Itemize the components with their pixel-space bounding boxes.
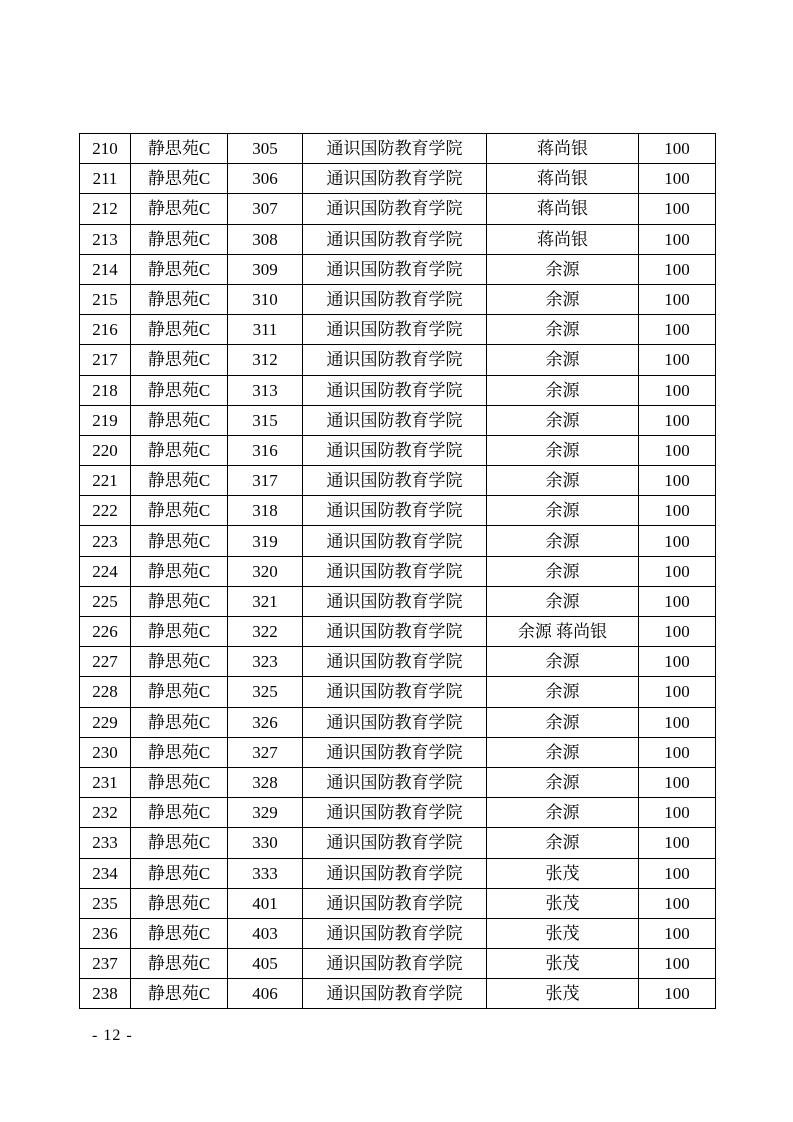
- table-row: [80, 134, 716, 164]
- room-number-cell: 316: [228, 435, 303, 465]
- building-cell: 静思苑C: [131, 586, 228, 616]
- row-index-cell: 216: [80, 315, 131, 345]
- counselor-cell: 余源: [487, 586, 639, 616]
- row-index-cell: 210: [80, 134, 131, 164]
- room-number-cell: 312: [228, 345, 303, 375]
- score-cell: 100: [639, 828, 716, 858]
- room-number-cell: 307: [228, 194, 303, 224]
- row-index-cell: 233: [80, 828, 131, 858]
- table-row: [80, 556, 716, 586]
- score-cell: 100: [639, 556, 716, 586]
- score-cell: 100: [639, 737, 716, 767]
- row-index-cell: 223: [80, 526, 131, 556]
- table-row: [80, 707, 716, 737]
- table-row: [80, 526, 716, 556]
- counselor-cell: 张茂: [487, 918, 639, 948]
- row-index-cell: 221: [80, 466, 131, 496]
- building-cell: 静思苑C: [131, 315, 228, 345]
- counselor-cell: 余源: [487, 254, 639, 284]
- row-index-cell: 230: [80, 737, 131, 767]
- room-number-cell: 333: [228, 858, 303, 888]
- college-cell: 通识国防教育学院: [303, 375, 487, 405]
- counselor-cell: 余源: [487, 345, 639, 375]
- score-cell: 100: [639, 224, 716, 254]
- room-number-cell: 317: [228, 466, 303, 496]
- building-cell: 静思苑C: [131, 918, 228, 948]
- row-index-cell: 231: [80, 767, 131, 797]
- table-row: [80, 405, 716, 435]
- counselor-cell: 余源: [487, 315, 639, 345]
- college-cell: 通识国防教育学院: [303, 918, 487, 948]
- row-index-cell: 219: [80, 405, 131, 435]
- score-cell: 100: [639, 647, 716, 677]
- building-cell: 静思苑C: [131, 979, 228, 1009]
- building-cell: 静思苑C: [131, 345, 228, 375]
- room-number-cell: 323: [228, 647, 303, 677]
- counselor-cell: 余源: [487, 737, 639, 767]
- score-cell: 100: [639, 435, 716, 465]
- table-row: [80, 647, 716, 677]
- building-cell: 静思苑C: [131, 284, 228, 314]
- row-index-cell: 222: [80, 496, 131, 526]
- score-cell: 100: [639, 586, 716, 616]
- table-row: [80, 858, 716, 888]
- counselor-cell: 余源: [487, 647, 639, 677]
- score-cell: 100: [639, 194, 716, 224]
- college-cell: 通识国防教育学院: [303, 979, 487, 1009]
- table-row: [80, 224, 716, 254]
- row-index-cell: 234: [80, 858, 131, 888]
- room-number-cell: 319: [228, 526, 303, 556]
- table-row: [80, 828, 716, 858]
- building-cell: 静思苑C: [131, 526, 228, 556]
- score-cell: 100: [639, 858, 716, 888]
- building-cell: 静思苑C: [131, 224, 228, 254]
- room-number-cell: 305: [228, 134, 303, 164]
- college-cell: 通识国防教育学院: [303, 194, 487, 224]
- row-index-cell: 215: [80, 284, 131, 314]
- college-cell: 通识国防教育学院: [303, 134, 487, 164]
- page-number: - 12 -: [92, 1027, 133, 1044]
- counselor-cell: 蒋尚银: [487, 194, 639, 224]
- table-row: [80, 164, 716, 194]
- college-cell: 通识国防教育学院: [303, 949, 487, 979]
- college-cell: 通识国防教育学院: [303, 586, 487, 616]
- building-cell: 静思苑C: [131, 858, 228, 888]
- score-cell: 100: [639, 375, 716, 405]
- table-row: [80, 949, 716, 979]
- table-row: [80, 888, 716, 918]
- score-cell: 100: [639, 677, 716, 707]
- college-cell: 通识国防教育学院: [303, 707, 487, 737]
- room-number-cell: 313: [228, 375, 303, 405]
- row-index-cell: 225: [80, 586, 131, 616]
- college-cell: 通识国防教育学院: [303, 737, 487, 767]
- building-cell: 静思苑C: [131, 617, 228, 647]
- college-cell: 通识国防教育学院: [303, 526, 487, 556]
- room-number-cell: 311: [228, 315, 303, 345]
- score-cell: 100: [639, 164, 716, 194]
- score-cell: 100: [639, 284, 716, 314]
- college-cell: 通识国防教育学院: [303, 767, 487, 797]
- row-index-cell: 228: [80, 677, 131, 707]
- room-number-cell: 406: [228, 979, 303, 1009]
- table-row: [80, 194, 716, 224]
- room-number-cell: 309: [228, 254, 303, 284]
- room-number-cell: 308: [228, 224, 303, 254]
- table-row: [80, 315, 716, 345]
- counselor-cell: 余源: [487, 677, 639, 707]
- row-index-cell: 213: [80, 224, 131, 254]
- counselor-cell: 张茂: [487, 979, 639, 1009]
- counselor-cell: 余源: [487, 496, 639, 526]
- row-index-cell: 236: [80, 918, 131, 948]
- row-index-cell: 224: [80, 556, 131, 586]
- counselor-cell: 蒋尚银: [487, 164, 639, 194]
- row-index-cell: 226: [80, 617, 131, 647]
- counselor-cell: 余源: [487, 828, 639, 858]
- college-cell: 通识国防教育学院: [303, 647, 487, 677]
- score-cell: 100: [639, 134, 716, 164]
- table-row: [80, 284, 716, 314]
- building-cell: 静思苑C: [131, 254, 228, 284]
- row-index-cell: 218: [80, 375, 131, 405]
- room-number-cell: 401: [228, 888, 303, 918]
- college-cell: 通识国防教育学院: [303, 677, 487, 707]
- table-row: [80, 586, 716, 616]
- score-cell: 100: [639, 918, 716, 948]
- table-row: [80, 466, 716, 496]
- room-number-cell: 330: [228, 828, 303, 858]
- college-cell: 通识国防教育学院: [303, 466, 487, 496]
- room-number-cell: 329: [228, 798, 303, 828]
- building-cell: 静思苑C: [131, 466, 228, 496]
- college-cell: 通识国防教育学院: [303, 315, 487, 345]
- building-cell: 静思苑C: [131, 949, 228, 979]
- table-row: [80, 345, 716, 375]
- building-cell: 静思苑C: [131, 134, 228, 164]
- college-cell: 通识国防教育学院: [303, 254, 487, 284]
- counselor-cell: 张茂: [487, 858, 639, 888]
- table-row: [80, 737, 716, 767]
- room-number-cell: 318: [228, 496, 303, 526]
- college-cell: 通识国防教育学院: [303, 345, 487, 375]
- room-number-cell: 310: [228, 284, 303, 314]
- table-row: [80, 435, 716, 465]
- building-cell: 静思苑C: [131, 164, 228, 194]
- table-row: [80, 617, 716, 647]
- building-cell: 静思苑C: [131, 556, 228, 586]
- room-number-cell: 320: [228, 556, 303, 586]
- counselor-cell: 余源: [487, 405, 639, 435]
- building-cell: 静思苑C: [131, 828, 228, 858]
- table-body: [80, 134, 716, 1009]
- row-index-cell: 214: [80, 254, 131, 284]
- table-row: [80, 918, 716, 948]
- counselor-cell: 余源: [487, 375, 639, 405]
- room-number-cell: 315: [228, 405, 303, 435]
- score-cell: 100: [639, 345, 716, 375]
- score-cell: 100: [639, 315, 716, 345]
- room-number-cell: 326: [228, 707, 303, 737]
- dormitory-score-table: [79, 133, 716, 1009]
- row-index-cell: 217: [80, 345, 131, 375]
- counselor-cell: 余源: [487, 798, 639, 828]
- score-cell: 100: [639, 405, 716, 435]
- building-cell: 静思苑C: [131, 798, 228, 828]
- row-index-cell: 237: [80, 949, 131, 979]
- room-number-cell: 328: [228, 767, 303, 797]
- building-cell: 静思苑C: [131, 707, 228, 737]
- room-number-cell: 306: [228, 164, 303, 194]
- college-cell: 通识国防教育学院: [303, 617, 487, 647]
- counselor-cell: 张茂: [487, 949, 639, 979]
- room-number-cell: 327: [228, 737, 303, 767]
- counselor-cell: 余源: [487, 707, 639, 737]
- college-cell: 通识国防教育学院: [303, 828, 487, 858]
- college-cell: 通识国防教育学院: [303, 224, 487, 254]
- college-cell: 通识国防教育学院: [303, 798, 487, 828]
- counselor-cell: 余源: [487, 767, 639, 797]
- building-cell: 静思苑C: [131, 767, 228, 797]
- building-cell: 静思苑C: [131, 737, 228, 767]
- row-index-cell: 238: [80, 979, 131, 1009]
- counselor-cell: 余源: [487, 435, 639, 465]
- college-cell: 通识国防教育学院: [303, 284, 487, 314]
- score-cell: 100: [639, 254, 716, 284]
- score-cell: 100: [639, 707, 716, 737]
- college-cell: 通识国防教育学院: [303, 405, 487, 435]
- table-row: [80, 254, 716, 284]
- college-cell: 通识国防教育学院: [303, 556, 487, 586]
- score-cell: 100: [639, 466, 716, 496]
- score-cell: 100: [639, 526, 716, 556]
- counselor-cell: 张茂: [487, 888, 639, 918]
- counselor-cell: 蒋尚银: [487, 224, 639, 254]
- building-cell: 静思苑C: [131, 435, 228, 465]
- building-cell: 静思苑C: [131, 405, 228, 435]
- room-number-cell: 321: [228, 586, 303, 616]
- college-cell: 通识国防教育学院: [303, 496, 487, 526]
- table-row: [80, 375, 716, 405]
- counselor-cell: 余源: [487, 526, 639, 556]
- score-cell: 100: [639, 979, 716, 1009]
- counselor-cell: 蒋尚银: [487, 134, 639, 164]
- counselor-cell: 余源: [487, 556, 639, 586]
- building-cell: 静思苑C: [131, 194, 228, 224]
- room-number-cell: 325: [228, 677, 303, 707]
- college-cell: 通识国防教育学院: [303, 435, 487, 465]
- college-cell: 通识国防教育学院: [303, 164, 487, 194]
- building-cell: 静思苑C: [131, 375, 228, 405]
- score-cell: 100: [639, 767, 716, 797]
- score-cell: 100: [639, 888, 716, 918]
- score-cell: 100: [639, 949, 716, 979]
- table-row: [80, 496, 716, 526]
- table-row: [80, 677, 716, 707]
- building-cell: 静思苑C: [131, 677, 228, 707]
- counselor-cell: 余源: [487, 284, 639, 314]
- room-number-cell: 403: [228, 918, 303, 948]
- building-cell: 静思苑C: [131, 647, 228, 677]
- building-cell: 静思苑C: [131, 496, 228, 526]
- score-cell: 100: [639, 617, 716, 647]
- building-cell: 静思苑C: [131, 888, 228, 918]
- counselor-cell: 余源: [487, 466, 639, 496]
- college-cell: 通识国防教育学院: [303, 888, 487, 918]
- score-cell: 100: [639, 496, 716, 526]
- table-row: [80, 979, 716, 1009]
- row-index-cell: 235: [80, 888, 131, 918]
- row-index-cell: 220: [80, 435, 131, 465]
- room-number-cell: 322: [228, 617, 303, 647]
- row-index-cell: 211: [80, 164, 131, 194]
- row-index-cell: 227: [80, 647, 131, 677]
- table-row: [80, 767, 716, 797]
- score-cell: 100: [639, 798, 716, 828]
- college-cell: 通识国防教育学院: [303, 858, 487, 888]
- room-number-cell: 405: [228, 949, 303, 979]
- row-index-cell: 212: [80, 194, 131, 224]
- row-index-cell: 229: [80, 707, 131, 737]
- table-row: [80, 798, 716, 828]
- row-index-cell: 232: [80, 798, 131, 828]
- counselor-cell: 余源 蒋尚银: [487, 617, 639, 647]
